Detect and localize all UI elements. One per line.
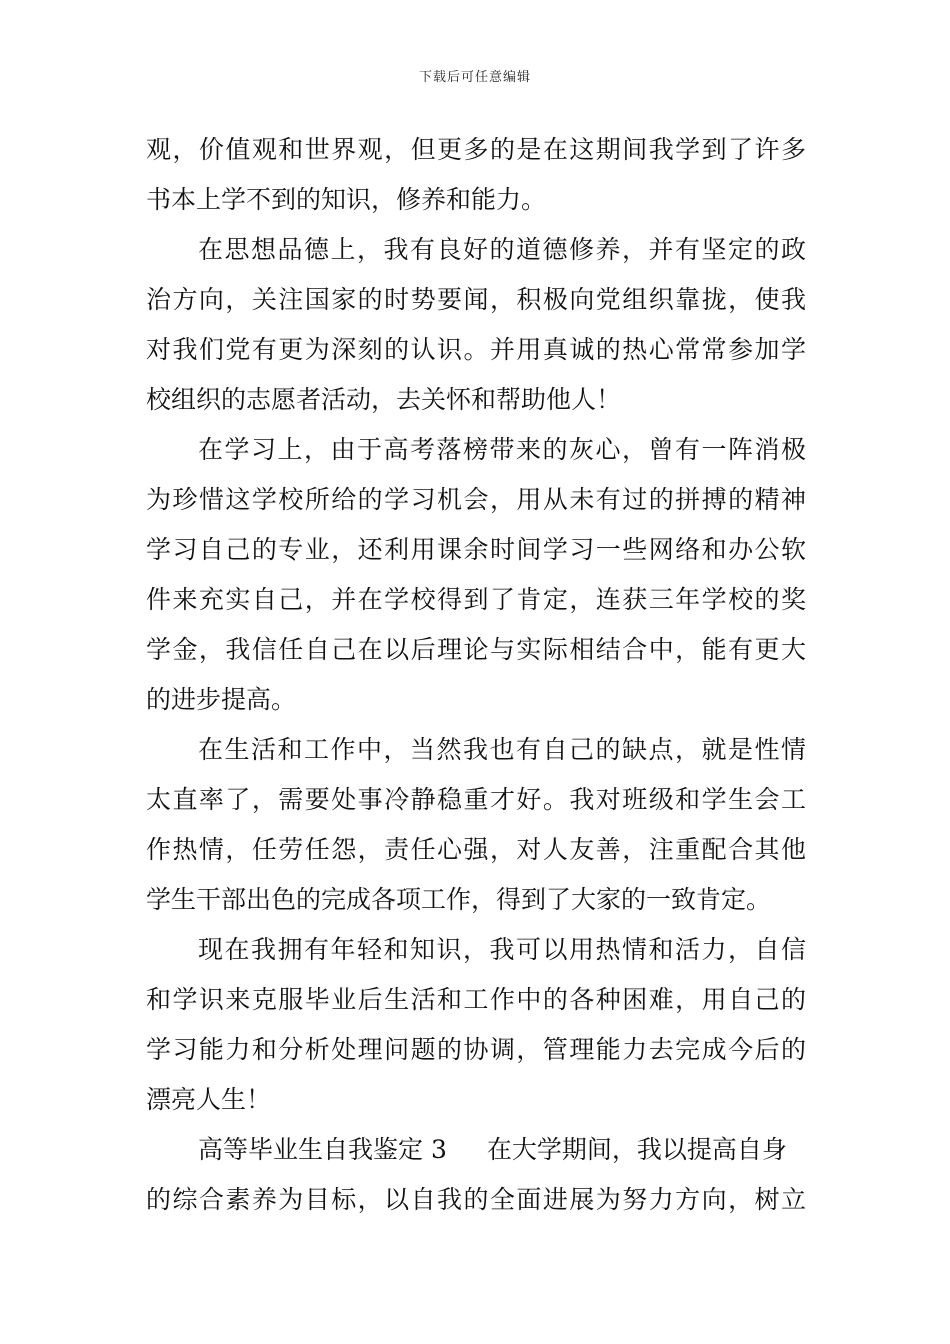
- text-line: 作热情，任劳任怨，责任心强，对人友善，注重配合其他: [146, 835, 806, 864]
- section-text: 在大学期间，我以提高自身: [486, 1135, 787, 1164]
- text-line: 和学识来克服毕业后生活和工作中的各种困难，用自己的: [146, 985, 806, 1014]
- paragraph-first-line: 在生活和工作中，当然我也有自己的缺点，就是性情: [198, 735, 806, 764]
- text-line: 漂亮人生！: [146, 1085, 272, 1114]
- text-line: 学生干部出色的完成各项工作，得到了大家的一致肯定。: [146, 885, 772, 914]
- page-header: 下载后可任意编辑: [418, 70, 531, 85]
- text-line: 观，价值观和世界观，但更多的是在这期间我学到了许多: [146, 135, 806, 164]
- text-line: 的进步提高。: [146, 685, 297, 714]
- text-line: 为珍惜这学校所给的学习机会，用从未有过的拼搏的精神: [146, 485, 806, 514]
- text-line: 学习自己的专业，还利用课余时间学习一些网络和办公软: [146, 535, 806, 564]
- text-line: 件来充实自己，并在学校得到了肯定，连获三年学校的奖: [146, 585, 806, 614]
- paragraph-first-line: 在学习上，由于高考落榜带来的灰心，曾有一阵消极: [198, 435, 806, 464]
- text-line: 学金，我信任自己在以后理论与实际相结合中，能有更大: [146, 635, 806, 664]
- text-line: 书本上学不到的知识，修养和能力。: [146, 185, 547, 214]
- section-title: 高等毕业生自我鉴定 3: [198, 1135, 447, 1164]
- text-line: 学习能力和分析处理问题的协调，管理能力去完成今后的: [146, 1035, 806, 1064]
- text-line: 对我们党有更为深刻的认识。并用真诚的热心常常参加学: [146, 335, 806, 364]
- text-line: 太直率了，需要处事冷静稳重才好。我对班级和学生会工: [146, 785, 806, 814]
- text-line: 的综合素养为目标，以自我的全面进展为努力方向，树立: [146, 1185, 806, 1214]
- text-line: 治方向，关注国家的时势要闻，积极向党组织靠拢，使我: [146, 285, 806, 314]
- section-heading-line: [198, 1135, 806, 1165]
- paragraph-first-line: 现在我拥有年轻和知识，我可以用热情和活力，自信: [198, 935, 806, 964]
- paragraph-first-line: 在思想品德上，我有良好的道德修养，并有坚定的政: [198, 235, 806, 264]
- text-line: 校组织的志愿者活动，去关怀和帮助他人！: [146, 385, 622, 414]
